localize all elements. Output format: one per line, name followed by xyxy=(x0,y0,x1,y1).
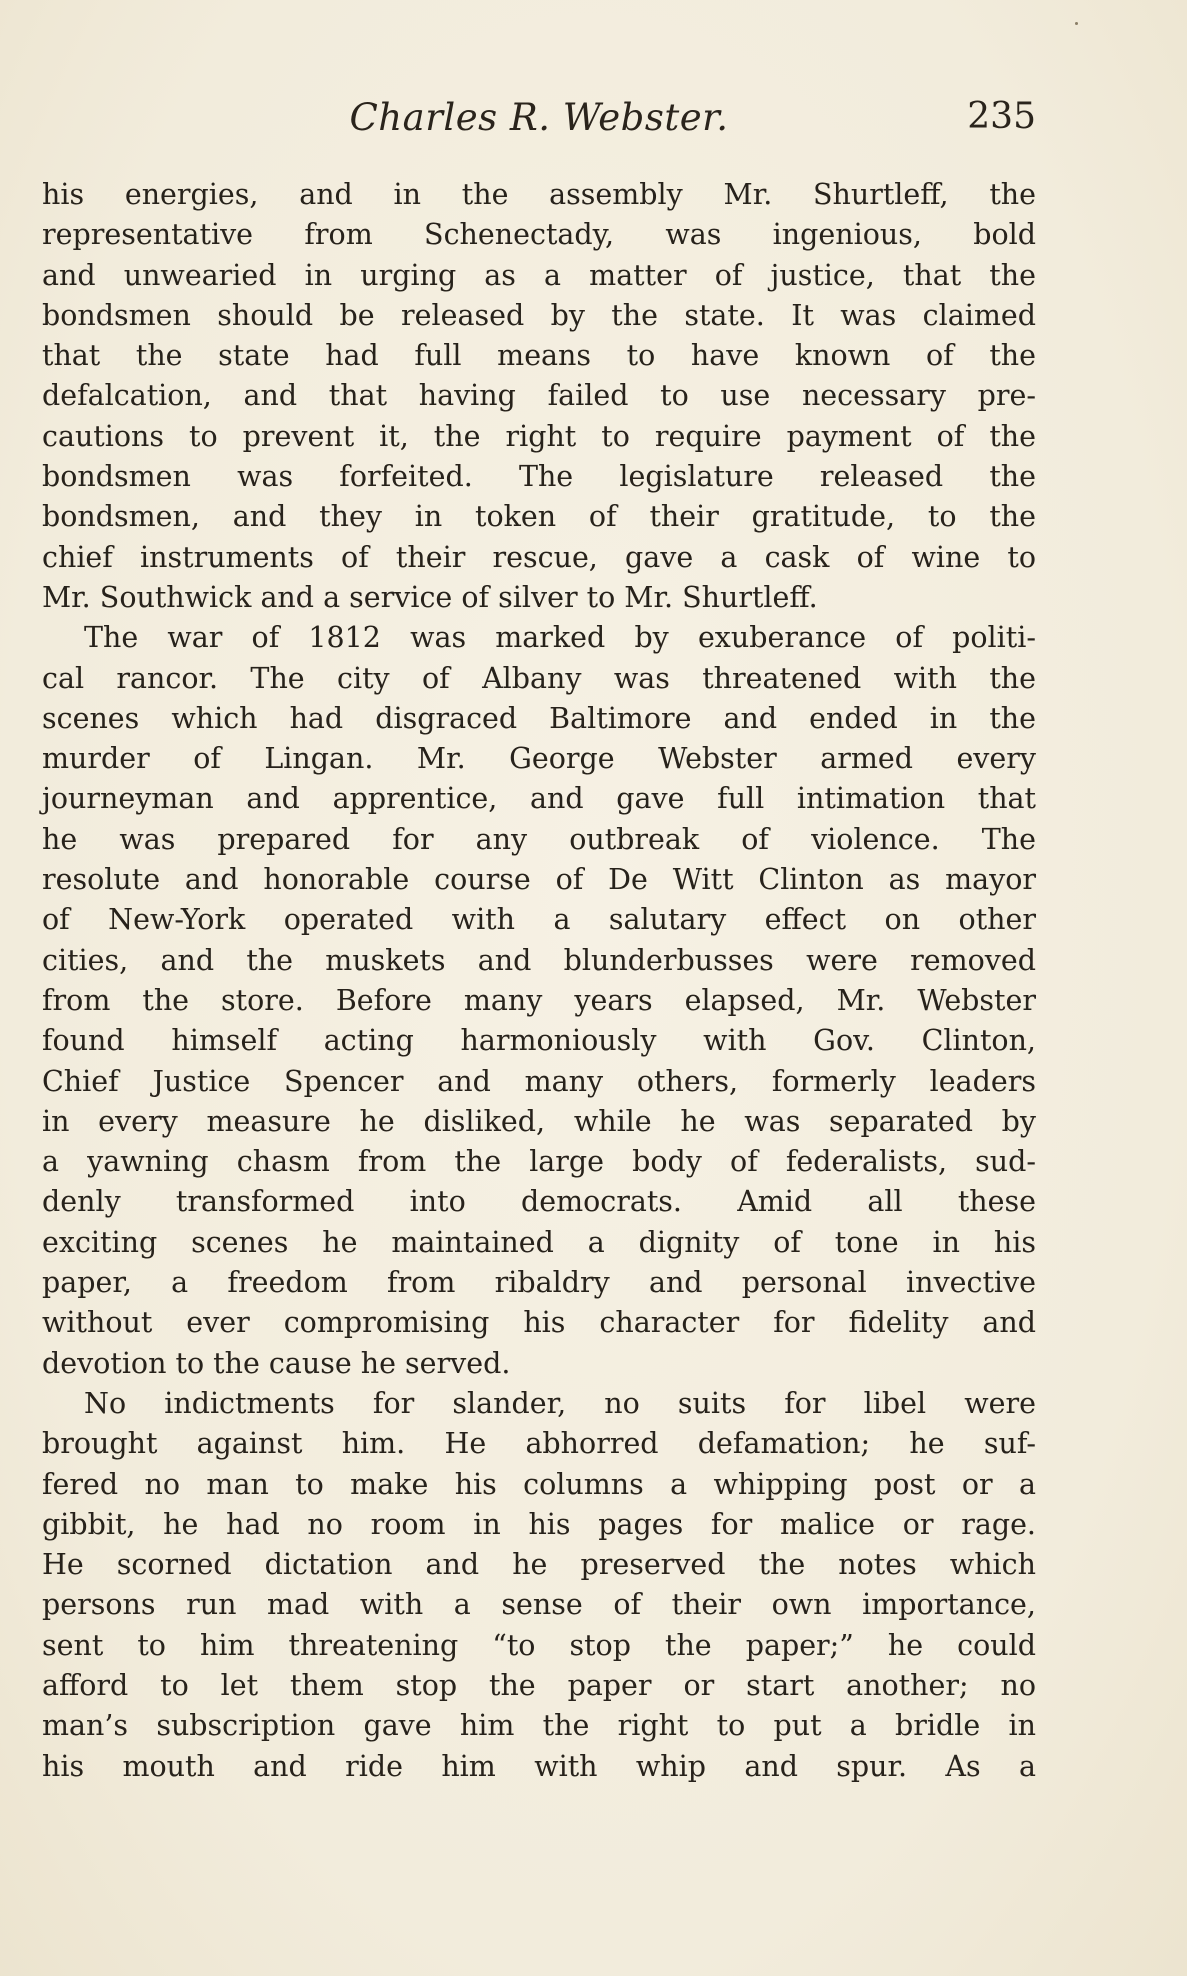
text-line: gibbit, he had no room in his pages for malice or rage. xyxy=(42,1507,1036,1541)
text-line: cautions to prevent it, the right to require payment of the xyxy=(42,419,1036,453)
paragraph xyxy=(42,618,1036,1384)
running-head xyxy=(42,96,1036,148)
text-line: scenes which had disgraced Baltimore and ended in the xyxy=(42,701,1036,735)
paragraph xyxy=(42,175,1036,618)
text-line: cal rancor. The city of Albany was threatened with the xyxy=(42,661,1036,695)
text-line: in every measure he disliked, while he was separated by xyxy=(42,1104,1036,1138)
text-line: Mr. Southwick and a service of silver to Mr. Shurtleff. xyxy=(42,580,818,614)
text-line: paper, a freedom from ribaldry and personal invective xyxy=(42,1266,1036,1300)
text-line: brought against him. He abhorred defamation; he suf- xyxy=(42,1427,1036,1461)
text-line: The war of 1812 was marked by exuberance of politi- xyxy=(84,621,1036,655)
text-line: representative from Schenectady, was ingenious, bold xyxy=(42,218,1036,252)
paper-speck xyxy=(1075,22,1078,25)
page-number: 235 xyxy=(967,96,1036,137)
text-line: cities, and the muskets and blunderbusses were removed xyxy=(42,943,1036,977)
text-line: his energies, and in the assembly Mr. Shurtleff, the xyxy=(42,178,1036,211)
text-line: No indictments for slander, no suits for libel were xyxy=(84,1386,1036,1420)
text-line: his mouth and ride him with whip and spur. As a xyxy=(42,1749,1036,1783)
text-line: He scorned dictation and he preserved the notes which xyxy=(42,1548,1036,1582)
text-line: from the store. Before many years elapsed, Mr. Webster xyxy=(42,983,1036,1017)
text-line: denly transformed into democrats. Amid all these xyxy=(42,1185,1036,1219)
text-line: he was prepared for any outbreak of violence. The xyxy=(42,822,1036,856)
text-line: Chief Justice Spencer and many others, formerly leaders xyxy=(42,1064,1036,1098)
text-line: afford to let them stop the paper or start another; no xyxy=(42,1668,1036,1702)
text-line: found himself acting harmoniously with Gov. Clinton, xyxy=(42,1024,1036,1058)
text-line: murder of Lingan. Mr. George Webster armed every xyxy=(42,742,1036,776)
running-title: Charles R. Webster. xyxy=(349,96,729,139)
text-line: defalcation, and that having failed to use necessary pre- xyxy=(42,379,1036,413)
text-line: without ever compromising his character for fidelity and xyxy=(42,1306,1036,1340)
paragraph xyxy=(42,1384,1036,1787)
text-line: a yawning chasm from the large body of federalists, sud- xyxy=(42,1145,1036,1179)
text-line: of New-York operated with a salutary effect on other xyxy=(42,903,1036,937)
text-line: fered no man to make his columns a whipping post or a xyxy=(42,1467,1036,1501)
text-line: bondsmen, and they in token of their gratitude, to the xyxy=(42,500,1036,534)
text-line: bondsmen was forfeited. The legislature released the xyxy=(42,460,1036,494)
text-line: chief instruments of their rescue, gave a cask of wine to xyxy=(42,540,1036,574)
text-line: exciting scenes he maintained a dignity of tone in his xyxy=(42,1225,1036,1259)
text-line: bondsmen should be released by the state. It was claimed xyxy=(42,298,1036,332)
text-line: sent to him threatening “to stop the paper;” he could xyxy=(42,1628,1036,1662)
text-line: that the state had full means to have known of the xyxy=(42,339,1036,373)
text-line: and unwearied in urging as a matter of justice, that the xyxy=(42,258,1036,292)
text-line: man’s subscription gave him the right to put a bridle in xyxy=(42,1709,1036,1743)
text-line: resolute and honorable course of De Witt Clinton as mayor xyxy=(42,863,1036,897)
text-line: devotion to the cause he served. xyxy=(42,1346,511,1380)
text-line: journeyman and apprentice, and gave full intimation that xyxy=(42,782,1036,816)
body-text xyxy=(42,175,1036,1787)
text-line: persons run mad with a sense of their own importance, xyxy=(42,1588,1036,1622)
